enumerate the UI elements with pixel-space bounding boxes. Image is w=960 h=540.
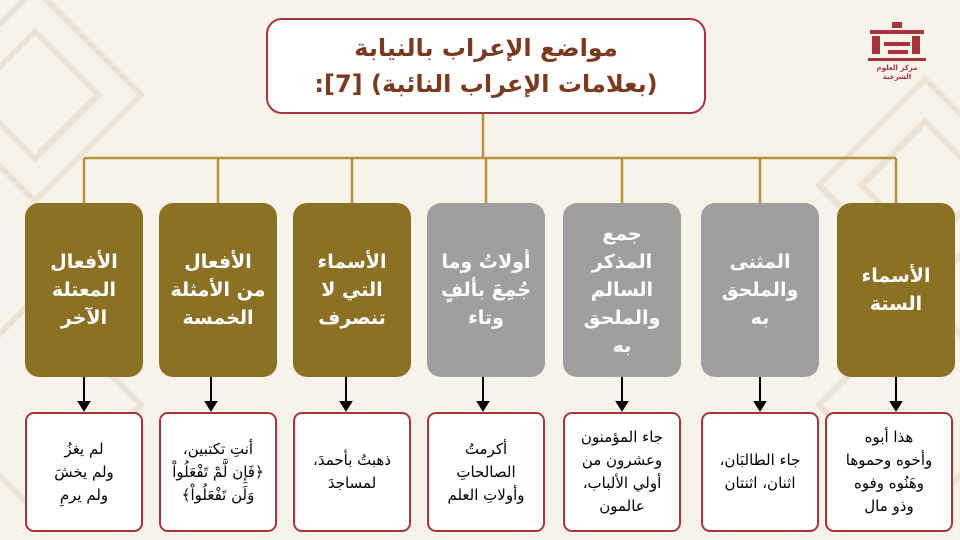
category-label: جمع المذكر السالم والملحق به <box>583 223 661 357</box>
example-text: جاء المؤمنون وعشرون من أولي الألباب، عالمون <box>580 428 664 515</box>
category-label: الأسماء الستة <box>861 265 931 315</box>
example-text: لم يغزُ ولم يخشَ ولم يرمِ <box>54 439 114 504</box>
title-line-2: (بعلامات الإعراب النائبة) [7]: <box>314 70 658 98</box>
category-box <box>837 203 955 377</box>
logo-subtitle: مركز العلوم الشرعية <box>876 64 918 81</box>
category-box <box>427 203 545 377</box>
category-box <box>563 203 681 377</box>
logo-mark-icon <box>862 20 932 64</box>
example-text: جاء الطالبَان، اثنان، اثنتان <box>719 451 801 492</box>
category-box <box>293 203 411 377</box>
example-box <box>825 412 953 532</box>
category-label: أولاتُ وما جُمِعَ بألفٍ وتاء <box>440 251 532 329</box>
example-text: أكرمتُ الصالحاتِ وأولاتِ العلم <box>447 439 525 504</box>
example-box <box>25 412 143 532</box>
category-label: المثنى والملحق به <box>721 251 799 329</box>
category-label: الأفعال المعتلة الآخر <box>50 251 118 329</box>
example-box <box>563 412 681 532</box>
example-text: أنتِ تكتبين، ﴿فَإِن لَّمْ تَفْعَلُواْ وَلَن تَفْعَلُواْ﴾ <box>172 439 264 504</box>
example-box <box>159 412 277 532</box>
category-box <box>159 203 277 377</box>
category-label: الأسماء التي لا تنصرف <box>317 251 387 329</box>
brand-logo <box>862 20 932 84</box>
example-text: هذا أبوه وأخوه وحموها وهَنُوه وفوه وذو مال <box>845 428 933 515</box>
example-box <box>427 412 545 532</box>
example-box <box>293 412 411 532</box>
category-label: الأفعال من الأمثلة الخمسة <box>170 251 266 329</box>
example-box <box>701 412 819 532</box>
example-text: ذهبتُ بأحمدَ، لمساجدَ <box>312 451 392 492</box>
category-box <box>701 203 819 377</box>
category-box <box>25 203 143 377</box>
title-box <box>266 18 706 114</box>
title-line-1: مواضع الإعراب بالنيابة <box>354 34 618 62</box>
